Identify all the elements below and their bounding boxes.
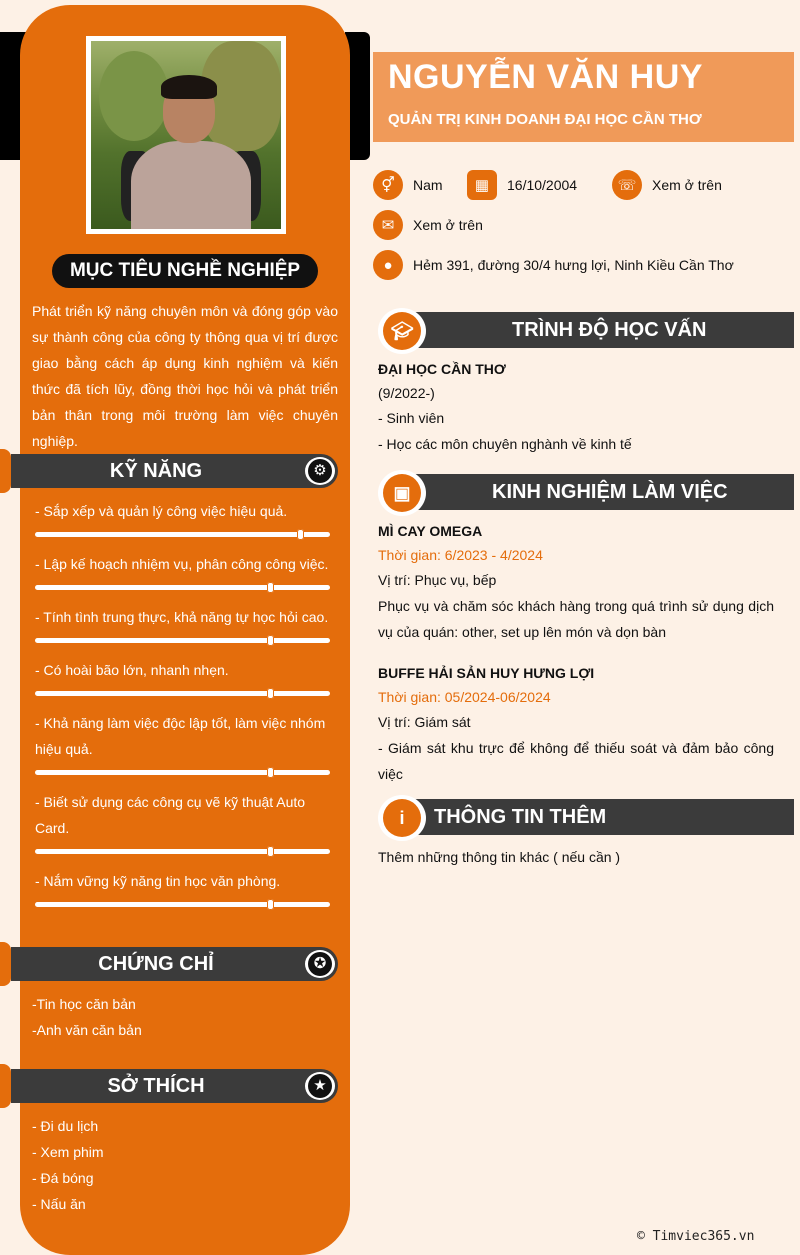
- extra-text: Thêm những thông tin khác ( nếu cần ): [378, 849, 621, 865]
- gear-icon: ⚙: [305, 457, 335, 485]
- gender-value: Nam: [413, 177, 443, 193]
- phone-info: [612, 170, 722, 200]
- list-item: - Đi du lịch: [32, 1118, 99, 1134]
- birthday-value: 16/10/2004: [507, 177, 578, 193]
- skill-level-knob: [267, 846, 274, 857]
- info-icon: i: [383, 799, 421, 837]
- skill-text: - Sắp xếp và quản lý công việc hiệu quả.: [35, 503, 288, 519]
- objective-title: MỤC TIÊU NGHỀ NGHIỆP: [52, 254, 318, 288]
- footer-credit: © Timviec365.vn: [637, 1229, 755, 1244]
- objective-text: Phát triển kỹ năng chuyên môn và đóng góp vào sự thành công của công ty thông qua vị trí được giao bằng cách áp dụng kinh nghiệm và kiến thức đã tích lũy, đồng thời học hỏi và phát triển bản thân trong môi trường làm việc chuyên nghiệp.: [32, 303, 338, 449]
- list-item: -Anh văn căn bản: [32, 1022, 142, 1038]
- list-item: -Tin học căn bản: [32, 996, 136, 1012]
- skill-level-knob: [297, 529, 304, 540]
- skill-level-bar: [35, 849, 330, 854]
- star-icon: ★: [305, 1072, 335, 1100]
- job-time: Thời gian: 05/2024-06/2024: [378, 689, 551, 705]
- hobbies-list: [32, 1113, 104, 1217]
- job-company: MÌ CAY OMEGA: [378, 523, 483, 539]
- education-title: TRÌNH ĐỘ HỌC VẤN: [512, 319, 707, 341]
- skill-level-knob: [267, 688, 274, 699]
- skill-level-knob: [267, 899, 274, 910]
- extra-header: [378, 798, 794, 836]
- education-line: - Học các môn chuyên nghành về kinh tế: [378, 436, 632, 452]
- skills-header-tab: [0, 449, 11, 493]
- experience-header: [378, 473, 794, 511]
- skill-level-bar: [35, 532, 330, 537]
- calendar-icon: ▦: [467, 170, 497, 200]
- location-pin-icon: ●: [373, 250, 403, 280]
- certificates-header-tab: [0, 942, 11, 986]
- skills-header: [11, 454, 338, 488]
- education-line: - Sinh viên: [378, 410, 445, 426]
- birthday-info: [467, 170, 577, 200]
- gender-info: [373, 170, 443, 200]
- graduation-cap-icon: 🎓︎: [383, 312, 421, 350]
- envelope-icon: ✉: [373, 210, 403, 240]
- skill-level-bar: [35, 691, 330, 696]
- skill-text: - Khả năng làm việc độc lập tốt, làm việc nhóm hiệu quả.: [35, 715, 326, 757]
- skill-level-bar: [35, 638, 330, 643]
- hobbies-header-tab: [0, 1064, 11, 1108]
- avatar: [86, 36, 286, 234]
- certificates-title: CHỨNG CHỈ: [98, 953, 214, 975]
- gender-icon: ⚥: [373, 170, 403, 200]
- education-period: (9/2022-): [378, 385, 435, 401]
- job-description: Phục vụ và chăm sóc khách hàng trong quá trình sử dụng dịch vụ của quán: other, set up lên món và dọn bàn: [378, 598, 774, 640]
- list-item: - Nấu ăn: [32, 1196, 86, 1212]
- job-description: - Giám sát khu trực để không để thiếu soát và đảm bảo công việc: [378, 740, 774, 782]
- skill-text: - Lập kế hoạch nhiệm vụ, phân công công việc.: [35, 556, 329, 572]
- skills-title: KỸ NĂNG: [109, 460, 203, 482]
- candidate-subtitle: QUẢN TRỊ KINH DOANH ĐẠI HỌC CẦN THƠ: [388, 111, 702, 128]
- certificates-header: [11, 947, 338, 981]
- hobbies-title: SỞ THÍCH: [107, 1075, 205, 1097]
- phone-value: Xem ở trên: [652, 177, 722, 193]
- award-icon: ✪: [305, 950, 335, 978]
- candidate-name: NGUYỄN VĂN HUY: [388, 58, 703, 96]
- skill-level-bar: [35, 902, 330, 907]
- skill-text: - Biết sử dụng các công cụ vẽ kỹ thuật Auto Card.: [35, 794, 306, 836]
- experience-title: KINH NGHIỆM LÀM VIỆC: [492, 481, 728, 503]
- education-school: ĐẠI HỌC CẦN THƠ: [378, 361, 506, 377]
- job-position: Vị trí: Giám sát: [378, 714, 471, 730]
- skill-level-bar: [35, 770, 330, 775]
- hobbies-header: [11, 1069, 338, 1103]
- list-item: - Xem phim: [32, 1144, 104, 1160]
- avatar-photo: [91, 41, 281, 229]
- address-info: [373, 250, 734, 280]
- job-company: BUFFE HẢI SẢN HUY HƯNG LỢI: [378, 665, 595, 681]
- phone-icon: ☏: [612, 170, 642, 200]
- skill-level-knob: [267, 635, 274, 646]
- email-info: [373, 210, 483, 240]
- address-value: Hẻm 391, đường 30/4 hưng lợi, Ninh Kiều Cần Thơ: [413, 257, 734, 273]
- briefcase-icon: ▣: [383, 474, 421, 512]
- job-time: Thời gian: 6/2023 - 4/2024: [378, 547, 543, 563]
- list-item: - Đá bóng: [32, 1170, 94, 1186]
- education-header: [378, 311, 794, 349]
- extra-title: THÔNG TIN THÊM: [434, 806, 607, 828]
- skill-text: - Nắm vững kỹ năng tin học văn phòng.: [35, 873, 281, 889]
- skill-text: - Tính tình trung thực, khả năng tự học hỏi cao.: [35, 609, 329, 625]
- skill-text: - Có hoài bão lớn, nhanh nhẹn.: [35, 662, 229, 678]
- skill-level-bar: [35, 585, 330, 590]
- email-value: Xem ở trên: [413, 217, 483, 233]
- job-position: Vị trí: Phục vụ, bếp: [378, 572, 497, 588]
- skill-level-knob: [267, 582, 274, 593]
- certificates-list: [32, 991, 142, 1043]
- skill-level-knob: [267, 767, 274, 778]
